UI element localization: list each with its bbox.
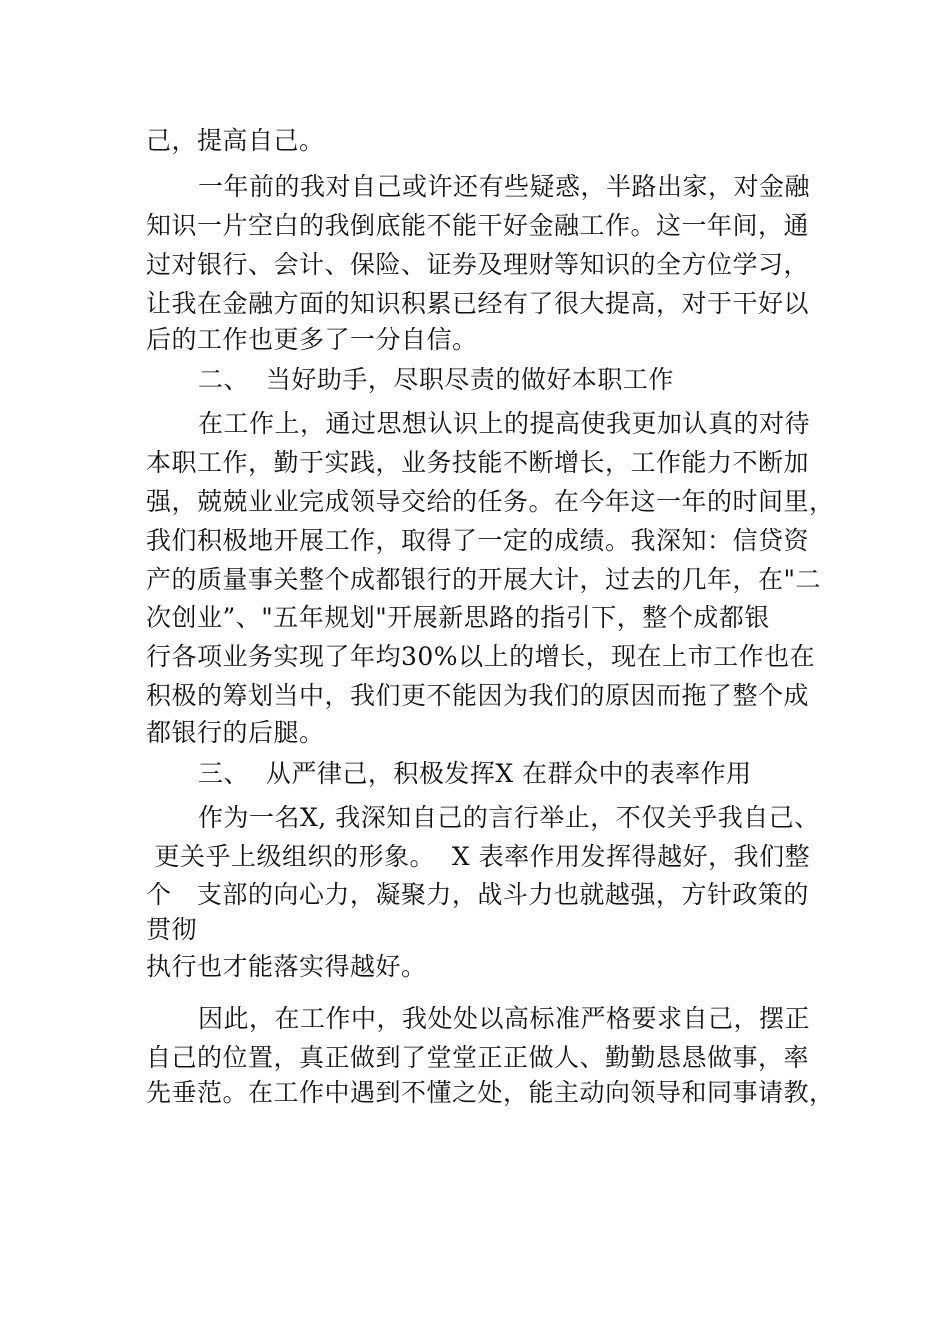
text-line: 己，提高自己。 [146, 126, 325, 155]
paragraph-first-line: 在工作上，通过思想认识上的提高使我更加认真的对待 [198, 409, 811, 438]
text-line: 后的工作也更多了一分自信。 [146, 325, 478, 354]
section-heading-3: 三、 从严律己，积极发挥X 在群众中的表率作用 [198, 759, 752, 788]
section-heading-2: 二、 当好助手，尽职尽责的做好本职工作 [198, 365, 674, 394]
text-line: 个 支部的向心力，凝聚力，战斗力也就越强，方针政策的 [146, 880, 809, 909]
text-line: 更关乎上级组织的形象。 X 表率作用发挥得越好，我们整 [146, 842, 811, 871]
text-line: 过对银行、会计、保险、证券及理财等知识的全方位学习， [146, 250, 810, 279]
text-line: 都银行的后腿。 [146, 718, 325, 747]
text-line: 知识一片空白的我倒底能不能干好金融工作。这一年间，通 [146, 211, 810, 240]
text-line: 让我在金融方面的知识积累已经有了很大提高，对于干好以 [146, 289, 810, 318]
text-line: 行各项业务实现了年均30%以上的增长，现在上市工作也在 [146, 642, 816, 671]
text-line: 贯彻 [146, 915, 198, 944]
text-line: 强，兢兢业业完成领导交给的任务。在今年这一年的时间里， [146, 487, 835, 516]
text-line: 产的质量事关整个成都银行的开展大计，过去的几年，在"二 [146, 565, 822, 594]
text-line: 本职工作，勤于实践，业务技能不断增长，工作能力不断加 [146, 448, 810, 477]
text-line: 积极的筹划当中，我们更不能因为我们的原因而拖了整个成 [146, 681, 810, 710]
text-line: 自己的位置，真正做到了堂堂正正做人、勤勤恳恳做事，率 [146, 1043, 810, 1072]
text-line: 我们积极地开展工作，取得了一定的成绩。我深知：信贷资 [146, 526, 810, 555]
paragraph-first-line: 作为一名X, 我深知自己的言行举止，不仅关乎我自己、 [198, 803, 820, 832]
paragraph-first-line: 因此，在工作中，我处处以高标准严格要求自己，摆正 [198, 1004, 811, 1033]
paragraph-first-line: 一年前的我对自己或许还有些疑惑，半路出家，对金融 [198, 172, 811, 201]
text-line: 执行也才能落实得越好。 [146, 952, 427, 981]
text-line: 先垂范。在工作中遇到不懂之处，能主动向领导和同事请教， [146, 1078, 835, 1107]
text-line: 次创业”、"五年规划"开展新思路的指引下，整个成都银 [146, 603, 770, 632]
